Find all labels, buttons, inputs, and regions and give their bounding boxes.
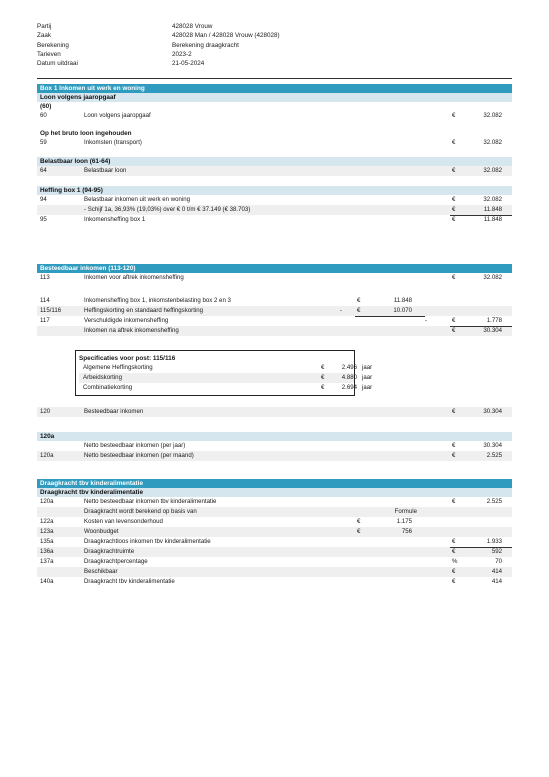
subsection-title: Belastbaar loon (61-64)	[37, 157, 512, 166]
row-122a	[37, 517, 512, 527]
subsection-title: Op het bruto loon ingehouden	[40, 130, 132, 137]
row-value: 10.070	[393, 307, 412, 314]
row-113	[37, 273, 512, 283]
row-value: 2.525	[486, 498, 502, 505]
row-basis	[37, 507, 512, 517]
row-desc: Netto besteedbaar inkomen (per maand)	[84, 452, 194, 459]
row-desc: Verschuldigde inkomensheffing	[84, 317, 169, 324]
row-value: 30.304	[483, 327, 502, 334]
row-currency: €	[452, 167, 456, 174]
row-currency: €	[452, 452, 456, 459]
spec-currency: €	[321, 384, 325, 391]
row-code: 120a	[40, 498, 54, 505]
row-currency: €	[452, 216, 456, 223]
row-currency: €	[452, 317, 456, 324]
besteedbaar-section	[37, 264, 512, 336]
row-minus: -	[425, 317, 428, 324]
row-currency: €	[452, 538, 456, 545]
row-desc: Inkomensheffing box 1	[84, 216, 146, 223]
spec-unit: jaar	[362, 364, 373, 371]
meta-label: Tarieven	[37, 50, 61, 58]
spec-value: 2.694	[341, 384, 357, 391]
row-94-schijf	[37, 205, 512, 215]
spec-unit: jaar	[362, 384, 373, 391]
row-114	[37, 296, 512, 306]
row-desc: Draagkrachtruimte	[84, 548, 135, 555]
row-currency: €	[452, 548, 456, 555]
row-desc: Beschikbaar	[84, 568, 118, 575]
row-desc: Besteedbaar inkomen	[84, 408, 144, 415]
row-115-116	[37, 306, 512, 316]
row-value: 1.933	[486, 538, 502, 545]
row-135a	[37, 537, 512, 547]
row-code: 117	[40, 317, 50, 324]
row-136a	[37, 547, 512, 557]
meta-label: Datum uitdraai	[37, 60, 78, 68]
row-94	[37, 195, 512, 205]
row-desc: Inkomen na aftrek inkomensheffing	[84, 327, 179, 334]
sum-underline	[450, 326, 512, 327]
row-currency: %	[452, 558, 458, 565]
meta-value: 2023-2	[172, 50, 192, 58]
sum-underline	[355, 316, 425, 317]
row-currency: €	[357, 518, 361, 525]
row-currency: €	[452, 498, 456, 505]
specification-box	[75, 350, 373, 396]
row-desc: Heffingskorting en standaard heffingskorting	[84, 307, 204, 314]
spec-value: 4.880	[341, 374, 357, 381]
row-desc: Inkomsten (transport)	[84, 139, 142, 146]
spec-unit: jaar	[362, 374, 373, 381]
row-currency: €	[452, 568, 456, 575]
spec-value: 2.496	[341, 364, 357, 371]
row-value: 32.082	[483, 167, 502, 174]
row-value: 32.082	[483, 139, 502, 146]
row-desc: Netto besteedbaar inkomen tbv kinderalimentatie	[84, 498, 217, 505]
subsection-title: 120a	[37, 432, 512, 441]
row-code: 122a	[40, 518, 54, 525]
row-64	[37, 166, 512, 176]
row-currency: €	[452, 274, 456, 281]
row-code: 140a	[40, 578, 54, 585]
code-label: (60)	[40, 103, 52, 110]
spec-currency: €	[321, 364, 325, 371]
row-117	[37, 316, 512, 326]
row-currency: €	[357, 297, 361, 304]
subsection-title: Loon volgens jaaropgaaf	[37, 93, 512, 102]
row-value: 32.082	[483, 274, 502, 281]
sum-underline	[450, 547, 512, 548]
row-beschikbaar	[37, 567, 512, 577]
meta-label: Partij	[37, 23, 52, 30]
spec-title: Specificaties voor post: 115/116	[79, 355, 176, 362]
spec-row	[79, 363, 373, 373]
meta-label: Zaak	[37, 32, 51, 40]
box1-section	[37, 84, 512, 225]
row-value: 32.082	[483, 112, 502, 119]
section-title: Box 1 Inkomen uit werk en woning	[37, 84, 512, 93]
row-value: Formule	[394, 508, 417, 515]
row-code: 95	[40, 216, 47, 223]
section-120a	[37, 432, 512, 461]
row-code: 94	[40, 196, 47, 203]
spec-row	[79, 383, 373, 393]
row-code: 113	[40, 274, 50, 281]
row-desc: Woonbudget	[84, 528, 119, 535]
row-59	[37, 138, 512, 148]
meta-value: 428028 Man / 428028 Vrouw (428028)	[172, 32, 280, 40]
spec-name: Combinatiekorting	[83, 384, 133, 391]
spec-currency: €	[321, 374, 325, 381]
spec-row	[79, 373, 373, 383]
row-code: 135a	[40, 538, 54, 545]
section-title: Draagkracht tbv kinderalimentatie	[37, 479, 512, 488]
row-desc: Inkomensheffing box 1, inkomstenbelasting box 2 en 3	[84, 297, 231, 304]
row-code: 120a	[40, 452, 54, 459]
row-code: 115/116	[40, 307, 62, 314]
row-code: 123a	[40, 528, 54, 535]
meta-value: 21-05-2024	[172, 60, 205, 68]
spec-name: Arbeidskorting	[83, 374, 122, 381]
subsection-title: Draagkracht tbv kinderalimentatie	[37, 488, 512, 497]
row-currency: €	[452, 196, 456, 203]
meta-value: 428028 Vrouw	[172, 23, 213, 30]
row-desc: Kosten van levensonderhoud	[84, 518, 163, 525]
row-code: 59	[40, 139, 47, 146]
row-currency: €	[452, 206, 456, 213]
row-desc: Belastbaar inkomen uit werk en woning	[84, 196, 191, 203]
row-code: 136a	[40, 548, 54, 555]
row-value: 1.778	[486, 317, 502, 324]
row-value: 1.175	[396, 518, 412, 525]
row-120a-year	[37, 441, 512, 451]
row-currency: €	[452, 327, 456, 334]
row-120a-month	[37, 451, 512, 461]
row-desc: Inkomen voor aftrek inkomensheffing	[84, 274, 184, 281]
meta-row	[37, 22, 512, 31]
row-value: 592	[491, 548, 502, 555]
meta-row	[37, 50, 512, 59]
row-currency: €	[452, 112, 456, 119]
row-120	[37, 407, 512, 417]
row-currency: €	[452, 442, 456, 449]
row-code: 120	[40, 408, 51, 415]
row-120-wrap	[37, 407, 512, 417]
row-value: 414	[491, 568, 502, 575]
row-desc: Draagkracht tbv kinderalimentatie	[84, 578, 175, 585]
row-desc: Draagkracht wordt berekend op basis van	[84, 508, 197, 515]
spec-name: Algemene Heffingskorting	[83, 364, 153, 371]
sum-underline	[450, 215, 512, 216]
row-value: 756	[401, 528, 412, 535]
row-desc: Draagkrachtloos inkomen tbv kinderalimentatie	[84, 538, 211, 545]
meta-row	[37, 59, 512, 68]
row-code: 114	[40, 297, 50, 304]
row-value: 32.082	[483, 196, 502, 203]
row-value: 30.304	[483, 408, 502, 415]
row-value: 11.848	[393, 297, 412, 304]
row-120a	[37, 497, 512, 507]
row-currency: €	[452, 139, 456, 146]
meta-divider	[37, 78, 512, 79]
meta-label: Berekening	[37, 41, 69, 49]
row-code: 64	[40, 167, 47, 174]
row-desc: Loon volgens jaaropgaaf	[84, 112, 151, 119]
row-value: 30.304	[483, 442, 502, 449]
row-currency: €	[357, 307, 361, 314]
row-60	[37, 111, 512, 121]
row-currency: €	[357, 528, 361, 535]
meta-row	[37, 41, 512, 50]
row-value: 11.848	[483, 216, 502, 223]
row-desc: - Schijf 1a, 36,93% (19,03%) over € 0 t/m € 37.149 (€ 38.703)	[84, 206, 251, 213]
row-value: 11.848	[483, 206, 502, 213]
subsection-title: Heffing box 1 (94-95)	[37, 186, 512, 195]
row-95	[37, 215, 512, 225]
row-currency: €	[452, 408, 456, 415]
row-value: 414	[491, 578, 502, 585]
row-140a	[37, 577, 512, 587]
row-code: 137a	[40, 558, 54, 565]
row-desc: Draagkrachtpercentage	[84, 558, 148, 565]
row-currency: €	[452, 578, 456, 585]
row-137a	[37, 557, 512, 567]
row-code: 60	[40, 112, 47, 119]
row-minus: -	[340, 307, 343, 314]
draagkracht-section	[37, 479, 512, 587]
meta-value: Berekening draagkracht	[172, 41, 239, 49]
report-meta	[37, 22, 512, 68]
row-123a	[37, 527, 512, 537]
row-value: 2.525	[486, 452, 502, 459]
row-value: 70	[495, 558, 502, 565]
meta-row	[37, 31, 512, 40]
row-117-netto	[37, 326, 512, 336]
row-desc: Netto besteedbaar inkomen (per jaar)	[84, 442, 186, 449]
section-title: Besteedbaar inkomen (113-120)	[37, 264, 512, 273]
row-desc: Belastbaar loon	[84, 167, 127, 174]
